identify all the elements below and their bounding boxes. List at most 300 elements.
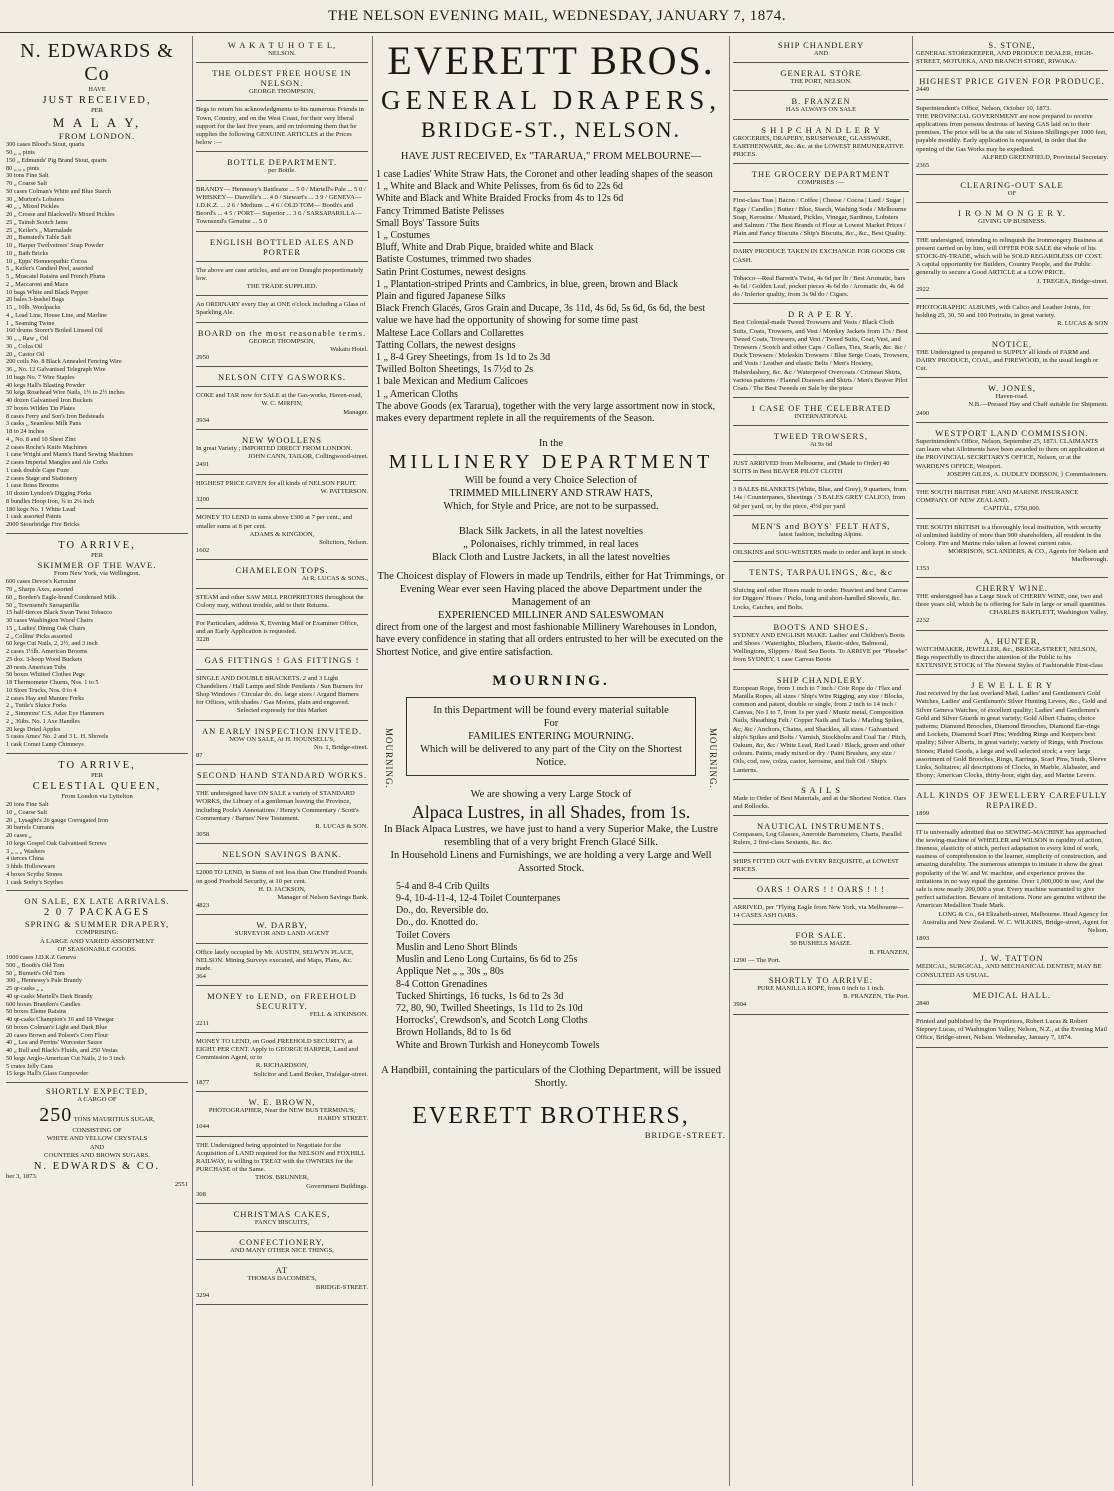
ad-heading: J. W. TATTON: [980, 953, 1044, 964]
goods-item: 30 „ „ Raw „ Oil: [6, 335, 49, 343]
ad-line: COMPRISING:: [75, 929, 119, 937]
ad-subtext: per Bottle.: [268, 167, 296, 175]
mourning-heading: MOURNING.: [492, 672, 610, 689]
advertisement: [916, 206, 1108, 231]
advertisement: [916, 235, 1108, 299]
goods-item: 1 case Ladies' White Straw Hats, the Coronet and other leading shapes of the season: [376, 169, 713, 180]
millinery-line: Which, for Style and Price, are not to be surpassed.: [443, 501, 659, 513]
ad-subtext: THE TRADE SUPPLIED.: [246, 283, 318, 291]
goods-item: 4 „ No. 8 and 10 Sheet Zinc: [6, 435, 77, 443]
goods-item: 40 „ Lea and Perrins' Worcester Sauce: [6, 1039, 103, 1047]
linens-item: 72, 80, 90, Twilled Sheetings, 1s 11d to 2s 10d: [396, 1002, 583, 1014]
goods-item: 30 barrels Currants: [6, 824, 55, 832]
goods-list: [376, 169, 726, 425]
ad-subtext: In great Variety ; IMPORTED DIRECT FROM LONDON.: [196, 445, 353, 453]
advertisement: [196, 299, 368, 322]
goods-item: 15 „ 10lb. Woolpacks: [6, 304, 61, 312]
goods-item: 60 „ Borden's Eagle-brand Condensed Milk: [6, 593, 117, 601]
goods-item: 40 dozen Galvanised Iron Buckets: [6, 397, 93, 405]
goods-item: The above Goods (ex Tararua), together with the very large assortment now in stock, makes every department replete in all the requirements of the Season.: [376, 400, 716, 425]
goods-item: 8 cases Ferry and Son's Iron Bedsteads: [6, 412, 105, 420]
ad-heading: TWEED TROWSERS,: [773, 431, 869, 442]
ad-heading: W. DARBY,: [256, 920, 308, 931]
goods-item: 50 „ Townsend's Sarsaparilla: [6, 601, 79, 609]
ad-heading: S H I P C H A N D L E R Y: [761, 124, 881, 135]
ad-signature: W. PATTERSON.: [320, 487, 368, 495]
ad-heading: SPRING & SUMMER DRAPERY,: [24, 919, 170, 930]
ad-heading: NELSON CITY GASWORKS.: [217, 372, 347, 383]
goods-item: 5 „ Muscatel Raisins and French Plums: [6, 273, 106, 281]
ad-text: COKE and TAR now for SALE at the Gas-works, Haven-road,: [196, 392, 363, 400]
goods-item: 1 „ Seaming Twine: [6, 319, 55, 327]
ad-heading: AT: [275, 1265, 289, 1276]
mourning-line: Which will be delivered to any part of the City on the Shortest Notice.: [420, 743, 682, 768]
advertisement: [733, 246, 909, 269]
ad-line: A LARGE AND VARIED ASSORTMENT: [39, 937, 155, 945]
section-intro: In the: [538, 438, 564, 450]
ad-heading: S A I L S: [801, 784, 841, 795]
goods-item: 2 „ Simmons' C.S. Adze Eye Hammers: [6, 710, 105, 718]
ad-subtext: Made to Order of Best Materials, and at the Shortest Notice. Oars and Rollocks.: [733, 794, 907, 810]
ad-signature: Government Buildings.: [306, 1182, 368, 1190]
ad-signature: R. LUCAS & SON.: [315, 822, 368, 830]
goods-item: 4 boxes Scythe Stones: [6, 870, 63, 878]
linens-item: Toilet Covers: [396, 929, 451, 941]
advertisement: [196, 1235, 368, 1260]
everett-footer: EVERETT BROTHERS,: [412, 1102, 690, 1129]
advertisement: [916, 426, 1108, 484]
advertisement: [196, 563, 368, 588]
everett-title: EVERETT BROS.: [387, 38, 715, 83]
goods-item: Small Boys' Tassore Suits: [376, 217, 480, 229]
linens-item: Do., do. Reversible do.: [396, 905, 489, 917]
advertisement: [733, 882, 909, 899]
ad-text: Sluicing and other Hoses made to order. Heaviest and best Canvas for Diggers' Hoses / Picks, long and short-handled Shovels, &c. Locks, Catches, and Bolts.: [733, 587, 908, 611]
goods-item: 160 drums Storer's Boiled Linseed Oil: [6, 327, 103, 335]
goods-item: 40 „ Bull and Black's Fluids, and 250 Vestas: [6, 1047, 118, 1055]
ad-text: First-class Teas | Bacon / Coffee | Cheese / Cocoa | Lard / Sugar | Eggs / Candles | Butter / Blue, Starch, Washing Soda / Melbourne Soap, Kerosine / Mustard, Pickles, Vinegar, Sardines, Lobsters and Salmon / The Best Brands of Flour at Lowest Market Prices / Plain and Fancy Biscuits / Ship's Biscuits, &c., &c., Best Quality.: [733, 197, 907, 238]
ad-subtext: SURVEYOR AND LAND AGENT: [234, 930, 330, 938]
advertisement: [733, 783, 909, 816]
ad-subtext: THOMAS DACOMBE'S,: [247, 1275, 317, 1283]
ad-subtext: WATCHMAKER, JEWELLER, &c., BRIDGE-STREET, NELSON, Begs respectfully to direct the attention of the Public to his EXTENSIVE STOCK of The Newest Styles of Fashionable First-class: [916, 645, 1103, 669]
advertisement: [196, 265, 368, 297]
ad-number: 1290 — The Port.: [733, 956, 781, 964]
goods-list: [6, 801, 188, 886]
goods-item: 180 kegs No. 1 White Lead: [6, 505, 76, 513]
goods-item: 5 „ Keiler's Candied Peel, assorted: [6, 265, 94, 273]
ad-subtext: Selected expressly for this Market: [236, 707, 328, 715]
goods-item: 10 „ Bath Bricks: [6, 249, 49, 257]
goods-item: 20 kegs Dried Apples: [6, 725, 61, 733]
goods-item: 4 tierces China: [6, 855, 44, 863]
ad-number: 2950: [196, 354, 210, 362]
advertisement: [916, 634, 1108, 676]
ad-heading: FOR SALE.: [795, 930, 847, 941]
ad-text: DAIRY PRODUCE TAKEN IN EXCHANGE FOR GOODS OR CASH.: [733, 248, 906, 264]
linens-item: Tucked Shirtings, 16 tucks, 1s 6d to 2s 3d: [396, 990, 564, 1002]
ad-signature: BRIDGE-STREET.: [315, 1283, 368, 1291]
advertisement: [196, 370, 368, 387]
column-1: [6, 38, 188, 1486]
advertisement: [916, 678, 1108, 785]
ad-heading: CHERRY WINE.: [976, 582, 1048, 593]
ad-subtext: European Rope, from 1 inch to 7 inch / Coir Rope do / Flax and Manilla Ropes, all sizes / Ship's Wire Rigging, any size / Blocks, common and patent, double or single, from 2 inch to 14 inch / Canvas, No 1 to 7, from 1s per yard / Muntz metal, Composition Nails, Sheathing Felt / Copper Nails and Tacks / Marling Spikes, &c, &c / Anchors, Chains, and Shackles, all sizes / Galvanised ship's Spikes and Bolts / Varnish, Stockholm and Coal Tar / Pitch, Oakum, &c, &c / White Lead, Red Lead / Black, green and other colours. Paints, ready mixed or dry / Paint Brushes, any size / Oils, cod, raw, colza, castor, kerosine, and fish Oil / Ship's Lanterns.: [733, 684, 907, 774]
linens-item: 5-4 and 8-4 Crib Quilts: [396, 880, 490, 892]
advertisement: [733, 66, 909, 91]
goods-item: 70 „ Sharps Axes, assorted: [6, 586, 74, 594]
goods-item: 10 dozen Lyndon's Digging Forks: [6, 490, 92, 498]
ad-heading: ON SALE, EX LATE ARRIVALS.: [24, 896, 170, 907]
ad-signature: ALFRED GREENFIELD, Provincial Secretary.: [981, 153, 1108, 161]
advertisement: [733, 94, 909, 119]
ad-heading: CHRISTMAS CAKES,: [233, 1209, 331, 1220]
ad-line: PER: [90, 107, 104, 115]
ad-heading: TO ARRIVE,: [58, 539, 136, 551]
advertisement: [196, 38, 368, 63]
ad-subtext: H. D. JACKSON,: [258, 885, 306, 893]
ad-heading: SECOND HAND STANDARD WORKS.: [196, 770, 368, 781]
goods-item: 300 cases Blood's Stout, quarts: [6, 141, 85, 149]
linens-item: Muslin and Leno Long Curtains, 6s 6d to 25s: [396, 954, 578, 966]
column-rule: [729, 36, 730, 1486]
ad-number: 3934: [196, 416, 210, 424]
edwards-malay-ad: [6, 38, 188, 534]
alpaca-heading: Alpaca Lustres, in all Shades, from 1s.: [411, 801, 691, 822]
goods-item: 50 cases Colman's White and Blue Starch: [6, 187, 111, 195]
ad-number: 364: [196, 973, 206, 981]
ad-subtext: PHOTOGRAPHER, Near the NEW BUS TERMINUS,: [208, 1107, 356, 1115]
ad-signature: B. FRANZEN, The Port.: [843, 993, 909, 1001]
ad-text: 3 BALES BLANKETS (White, Blue, and Grey), 9 quarters, from 14s / Counterpanes, Sheetings / 3 BALES GREY CALICO, from 6d per yard, or, by the piece, 4½d per yard: [733, 486, 907, 510]
ad-heading: TENTS, TARPAULINGS, &c, &c: [749, 567, 893, 578]
ad-heading: B. FRANZEN: [791, 96, 851, 107]
goods-item: 20 tons Fine Salt: [6, 801, 49, 809]
goods-item: 300 „ Hennessy's Pale Brandy: [6, 977, 82, 985]
footer-address: BRIDGE-STREET.: [644, 1129, 726, 1140]
ad-text: SHIPS FITTED OUT with EVERY REQUISITE, at LOWEST PRICES.: [733, 857, 899, 873]
linens-item: Brown Hollands, 8d to 1s 6d: [396, 1027, 511, 1039]
goods-item: 5 crates Jelly Cans: [6, 1062, 54, 1070]
advertisement: [916, 302, 1108, 334]
goods-item: 2 „ Maccaroni and Mace: [6, 280, 69, 288]
goods-item: 36 „ No. 12 Galvanised Telegraph Wire: [6, 366, 106, 374]
advertisement: [916, 988, 1108, 1013]
ad-subtext: THE undersigned has a Large Stock of CHERRY WINE, one, two and three years old, which he is offering for Sale in large or small quantities.: [916, 592, 1107, 608]
advertisement: [733, 195, 909, 243]
goods-item: 3 hhds Hollowware: [6, 863, 56, 871]
direct-text: direct from one of the largest and most fashionable Millinery Warehouses in London, have every confidence in stating that all orders entrusted to her will be executed on the Shortest Notice, and give entire satisfaction.: [376, 622, 723, 658]
goods-item: 500 „ Booth's Old Tom: [6, 961, 65, 969]
linens-item: White and Brown Turkish and Honeycomb Towels: [396, 1039, 600, 1051]
ad-subtext: GIVING UP BUSINESS.: [978, 218, 1046, 226]
ad-heading: W. JONES,: [987, 383, 1037, 394]
ad-heading: SHORTLY TO ARRIVE:: [768, 975, 874, 985]
goods-item: 2 cases Imperial Mangles and Ale Corks: [6, 459, 108, 467]
goods-item: 20 nests American Tubs: [6, 663, 67, 671]
goods-item: 25 „ Keiler's „ Marmalade: [6, 226, 73, 234]
advertisement: [196, 235, 368, 262]
ad-subtext: W. C. MIRFIN,: [261, 400, 303, 408]
ad-subtext: INTERNATIONAL: [794, 413, 848, 421]
advertisement: [916, 38, 1108, 71]
advertisement: [196, 1095, 368, 1137]
goods-item: 1 bale Mexican and Medium Calicoes: [376, 376, 528, 388]
goods-item: 60 boxes Colman's Light and Dark Blue: [6, 1023, 108, 1031]
ad-heading: BOARD on the most reasonable terms.: [197, 327, 367, 338]
goods-item: 10 Store Trucks, Nos. 0 to 4: [6, 686, 77, 694]
goods-item: 50 kegs Rosehead Wire Nails, 1½ to 2½ inches: [6, 389, 125, 397]
advertisement: [196, 653, 368, 670]
goods-item: 50 „ „ pints: [6, 149, 35, 157]
goods-item: 70 „ Coarse Salt: [6, 180, 48, 188]
goods-item: 2 cases 1½lb. American Brooms: [6, 648, 88, 656]
advertisement: [196, 867, 368, 915]
goods-item: 10 kegs Gospel Oak Galvanised Screws: [6, 839, 107, 847]
ad-number: 2490: [916, 409, 930, 417]
goods-item: 18 Thermometer Churns, Nos. 1 to 5: [6, 679, 99, 687]
linens-item: Muslin and Leno Short Blinds: [396, 941, 518, 953]
goods-item: Satin Print Costumes, newest designs: [376, 266, 526, 278]
goods-item: 600 cases Devoe's Kerosine: [6, 578, 77, 586]
ad-date: ber 3, 1873.: [6, 1173, 38, 1181]
advertisement: [196, 918, 368, 943]
ad-signature: Solicitor and Land Broker, Trafalgar-street.: [253, 1070, 368, 1078]
advertisement: [733, 856, 909, 879]
ad-heading: BOOTS AND SHOES.: [773, 621, 869, 632]
goods-item: 10 bags White and Black Pepper: [6, 288, 89, 296]
advertisement: [916, 522, 1108, 578]
silk-item: „ Polonaises, richly trimmed, in real laces: [463, 539, 639, 551]
advertisement: [916, 337, 1108, 379]
ad-heading: OARS ! OARS ! ! OARS ! ! !: [756, 883, 885, 894]
advertisement: [196, 947, 368, 987]
showing-line: We are showing a very Large Stock of: [470, 788, 632, 800]
ad-line: From London via Lyttelton: [61, 793, 133, 801]
drapers-heading: GENERAL DRAPERS,: [380, 85, 722, 115]
ad-subtext: Haven-road.: [995, 393, 1029, 401]
goods-item: 50 boxes Whitted Clothes Pegs: [6, 671, 85, 679]
sugar-tons: 250: [39, 1104, 73, 1127]
ad-subtext: GEORGE THOMPSON,: [248, 88, 316, 96]
advertisement: [196, 433, 368, 475]
goods-item: 1 „ Costumes: [376, 230, 430, 242]
ad-number: 1893: [916, 935, 930, 943]
ad-text: SINGLE AND DOUBLE BRACKETS. 2 and 3 Light Chandeliers / Hall Lamps and Slide Pendants / Sun Burners for Shop Windows / Circular do. do. large sizes / Argand Burners for Offices, with shades / Gas Moons, plain and engraved.: [196, 674, 363, 707]
ad-heading: W A K A T U H O T E L,: [227, 40, 337, 50]
ad-number: 1353: [916, 564, 930, 572]
goods-item: 15 half-tierces Black Swan Twist Tobacco: [6, 609, 113, 617]
goods-item: 1 „ Plantation-striped Prints and Cambrics, in blue, green, brown and Black: [376, 278, 679, 290]
advertisement: [196, 104, 368, 152]
ad-line: AND: [89, 1143, 105, 1151]
ad-text: Printed and published by the Proprietors, Robert Lucas & Robert Stepney Lucas, of Washington Valley, Nelson, N.Z., at the Evening Mail Office, Bridge-street, Nelson. Wednesday, January 7, 1874.: [916, 1018, 1108, 1042]
advertisement: [916, 74, 1108, 99]
ad-line: PER: [90, 771, 104, 779]
advertisement: [196, 673, 368, 721]
ad-heading: J E W E L L E R Y: [971, 680, 1053, 691]
ad-title: N. EDWARDS & Co: [20, 40, 174, 85]
ad-line: From New York, via Wellington.: [53, 570, 141, 578]
ad-heading: JUST RECEIVED,: [42, 95, 152, 107]
goods-item: 1 case Wright and Mann's Hand Sewing Machines: [6, 451, 133, 459]
ad-text: THE SOUTH BRITISH is a thoroughly local institution, with security of unlimited liability of more than 900 shareholders, all resident in the Colony. Fire and Marine risks taken at lowest current rates.: [916, 523, 1102, 547]
mourning-text: [417, 704, 685, 769]
goods-item: 150 „ Edmunds' Pig Brand Stout, quarts: [6, 156, 107, 164]
ad-text: THE SOUTH BRITISH FIRE AND MARINE INSURANCE COMPANY OF NEW ZEALAND.: [916, 488, 1079, 505]
ad-subtext: PURE MANILLA ROPE, from 6 inch to 1 inch.: [757, 985, 885, 992]
ad-signature: Wakatu Hotel.: [330, 345, 368, 353]
advertisement: [733, 458, 909, 481]
advertisement: [196, 326, 368, 368]
ad-line: A CARGO OF: [77, 1096, 117, 1104]
goods-item: 1000 cases J.D.K.Z Geneva: [6, 954, 76, 962]
goods-item: 18 to 24 inches: [6, 428, 45, 436]
mourning-line: FAMILIES ENTERING MOURNING.: [468, 730, 634, 742]
ad-heading: 1 CASE OF THE CELEBRATED: [750, 403, 892, 414]
ad-text: For Particulars, address X, Evening Mail or Examiner Office, and an Early Application is requested.: [196, 619, 359, 636]
goods-item: 15 „ Ladies' Dining Oak Chairs: [6, 624, 86, 632]
silk-item: Black Silk Jackets, in all the latest novelties: [458, 526, 644, 538]
advertisement: [733, 429, 909, 454]
ad-heading: SHIP CHANDLERY.: [776, 674, 866, 685]
goods-item: 600 boxes Brandon's Candles: [6, 1000, 81, 1008]
goods-item: 5 cases Ames' No. 2 and 3 L. H. Shovels: [6, 733, 109, 741]
ad-subtext: ADAMS & KINGDON,: [249, 530, 315, 538]
advertisement: [196, 66, 368, 101]
goods-item: 20 bales 3-bushel Bags: [6, 296, 65, 304]
goods-list: [6, 141, 188, 529]
ad-number: 2551: [174, 1181, 188, 1189]
ad-subtext: NOW ON SALE, At H. HOUNSELL'S,: [229, 735, 335, 743]
advertisement: [733, 167, 909, 192]
address-heading: BRIDGE-ST., NELSON.: [420, 117, 682, 142]
advertisement: [196, 1036, 368, 1092]
goods-item: 50 „ Burnett's Old Tom: [6, 969, 65, 977]
goods-item: 2 cases Roche's Knife Machines: [6, 443, 88, 451]
milliner-line: EXPERIENCED MILLINER AND SALESWOMAN: [437, 610, 665, 622]
goods-item: 40 „ „ Mixed Pickles: [6, 203, 59, 211]
advertisement: [196, 768, 368, 785]
ad-subtext: R. RICHARDSON,: [255, 1062, 309, 1070]
goods-item: 20 „ Crosse and Blackwell's Mixed Pickles: [6, 211, 115, 219]
alpaca-text: In Household Linens and Furnishings, we are holding a very Large and Well Assorted Stock.: [390, 849, 712, 874]
ad-heading: NOTICE.: [991, 338, 1033, 349]
ad-subtext: NELSON.: [268, 50, 296, 57]
ad-text: OILSKINS and SOU-WESTERS made to order and kept in stock: [733, 548, 907, 556]
goods-item: 2 „ Tuttle's Sluice Forks: [6, 702, 67, 710]
handbill-text: A Handbill, containing the particulars of the Clothing Department, will be issued Shortly.: [381, 1064, 721, 1089]
advertisement: [196, 989, 368, 1032]
advertisement: [916, 381, 1108, 423]
ad-number: 2922: [916, 285, 930, 293]
advertisement: [196, 155, 368, 180]
goods-item: 2 „ 36ibs. No. 1 Axe Handles: [6, 717, 80, 725]
ad-number: 4823: [196, 902, 210, 910]
goods-item: 15 kegs Hall's Glass Gunpowder: [6, 1070, 89, 1078]
ad-text: £2000 TO LEND, in Sums of not less than One Hundred Pounds on good Freehold Security, at 10 per cent.: [196, 869, 367, 885]
ad-text: Superintendent's Office, Nelson, October 10, 1873.: [916, 104, 1051, 112]
ad-heading: NELSON SAVINGS BANK.: [222, 849, 342, 860]
ad-subtext: Compasses, Log Glasses, Aneroide Barometers, Charts, Parallel Rulers, 2 first-class Sextants, &c. &c.: [733, 831, 902, 847]
ad-subtext: COMPRISES :—: [797, 179, 845, 187]
sale-ad: [6, 894, 188, 1083]
goods-item: 50 boxes Eleme Raisins: [6, 1008, 67, 1016]
ad-signature: CHARLES BARTLETT, Washington Valley.: [989, 609, 1108, 617]
skimmer-ad: [6, 537, 188, 754]
goods-item: 80 „ „ „ pints: [6, 164, 40, 172]
ad-signature: JOSEPH GILES, A. DUDLEY DOBSON, } Commissioners.: [946, 470, 1108, 478]
ad-text: MONEY TO LEND in sums above £300 at 7 per cent., and smaller sums at 8 per cent.: [196, 514, 353, 530]
ad-subtext: GENERAL STOREKEEPER, AND PRODUCE DEALER, HIGH-STREET, MOTUEKA, AND BRANCH STORE, RIWAKA.: [916, 50, 1094, 66]
goods-item: 30 tons Fine Salt: [6, 172, 49, 180]
mourning-line: For: [543, 717, 559, 729]
ad-heading: CLEARING-OUT SALE: [960, 180, 1064, 191]
advertisement: [916, 1016, 1108, 1048]
ad-heading: THE OLDEST FREE HOUSE IN NELSON.: [212, 68, 352, 89]
goods-item: 10 „ Harper Twelvetrees' Soap Powder: [6, 242, 104, 250]
celestial-ad: [6, 757, 188, 892]
received-line: HAVE JUST RECEIVED, Ex "TARARUA," FROM MELBOURNE—: [400, 151, 702, 162]
goods-list: [6, 578, 188, 749]
ad-subtext: AND: [813, 50, 829, 57]
ad-subtext: THE Undersigned is prepared to SUPPLY all kinds of FARM and DAIRY PRODUCE, COAL, and FIREWOOD, in the usual length or Cut.: [916, 348, 1099, 373]
ad-text: MONEY TO LEND, on Good FREEHOLD SECURITY, at EIGHT PER CENT. Apply to GEORGE HARPER, Land and Commission Agent, or to: [196, 1037, 359, 1062]
goods-item: 30 „ Morton's Lobsters: [6, 195, 64, 203]
goods-item: Bluff, White and Drab Pique, braided white and Black: [376, 242, 594, 254]
ad-heading: S. STONE,: [988, 40, 1036, 50]
goods-item: 2 cases Hay and Manure Forks: [6, 694, 84, 702]
ad-number: 3228: [196, 636, 210, 644]
goods-item: 1 cask assorted Paints: [6, 513, 62, 521]
goods-item: 1 „ 8-4 Grey Sheetings, from 1s 1d to 2s 3d: [376, 352, 551, 364]
sugar-line: [6, 1104, 188, 1127]
linens-item: Applique Net „ „ 30s „ 80s: [396, 966, 504, 978]
ad-heading: 2 0 7 PACKAGES: [43, 907, 151, 919]
advertisement: [196, 724, 368, 766]
ad-number: 2232: [916, 617, 930, 625]
advertisement: [916, 827, 1108, 949]
goods-item: 1 case Brass Brooms: [6, 482, 59, 490]
advertisement: [733, 519, 909, 544]
goods-item: 25 qr-casks „ „: [6, 985, 44, 993]
advertisement: [733, 401, 909, 426]
ad-text: STEAM and other SAW MILL PROPRIETORS throughout the Colony may, without trouble, add to their Returns.: [196, 593, 364, 609]
advertisement: [916, 103, 1108, 176]
ad-heading: GENERAL STORE: [780, 68, 862, 79]
ad-heading: WESTPORT LAND COMMISSION.: [935, 427, 1089, 438]
goods-item: Tatting Collars, the newest designs: [376, 339, 516, 351]
advertisement: [196, 618, 368, 650]
ship-name: M A L A Y,: [52, 115, 142, 131]
ship-name: CELESTIAL QUEEN,: [32, 781, 162, 793]
goods-item: 10 bags No. 7 Wire Staples: [6, 373, 75, 381]
goods-item: 3 casks „ Seamless Milk Pans: [6, 420, 82, 428]
millinery-line: Will be found a very Choice Selection of: [465, 475, 637, 487]
ad-text: JUST ARRIVED from Melbourne, and (Made to Order) 40 SUITS in Best BEAVER PILOT CLOTH: [733, 459, 890, 475]
goods-item: 2 „ Collins' Picks assorted: [6, 632, 72, 640]
ad-number: 2211: [196, 1019, 209, 1027]
ad-text: Tobacco—Real Barrett's Twist, 4s 6d per lb / Best Aromatic, bars 4s 6d / Golden Leaf, pocket pieces 4s 6d do / Aromatic do, 4s 6d do / Inferior quality, from 3s 9d do / Cigars.: [733, 274, 906, 299]
goods-item: Twilled Bolton Sheetings, 1s 7½d to 2s: [376, 364, 534, 376]
ad-heading: ALL KINDS OF JEWELLERY CAREFULLY REPAIRED.: [916, 790, 1108, 811]
linens-list: [376, 881, 726, 1052]
advertisement: [196, 478, 368, 510]
goods-item: 60 kegs Cut Nails, 2, 2½, and 3 inch: [6, 640, 98, 648]
ad-text: PHOTOGRAPHIC ALBUMS, with Calico and Leather Joints, for holding 25, 30, 50 and 100 Portraits, in great variety.: [916, 304, 1091, 320]
linens-item: 8-4 Cotton Grenadines: [396, 978, 488, 990]
advertisement: [733, 928, 909, 970]
